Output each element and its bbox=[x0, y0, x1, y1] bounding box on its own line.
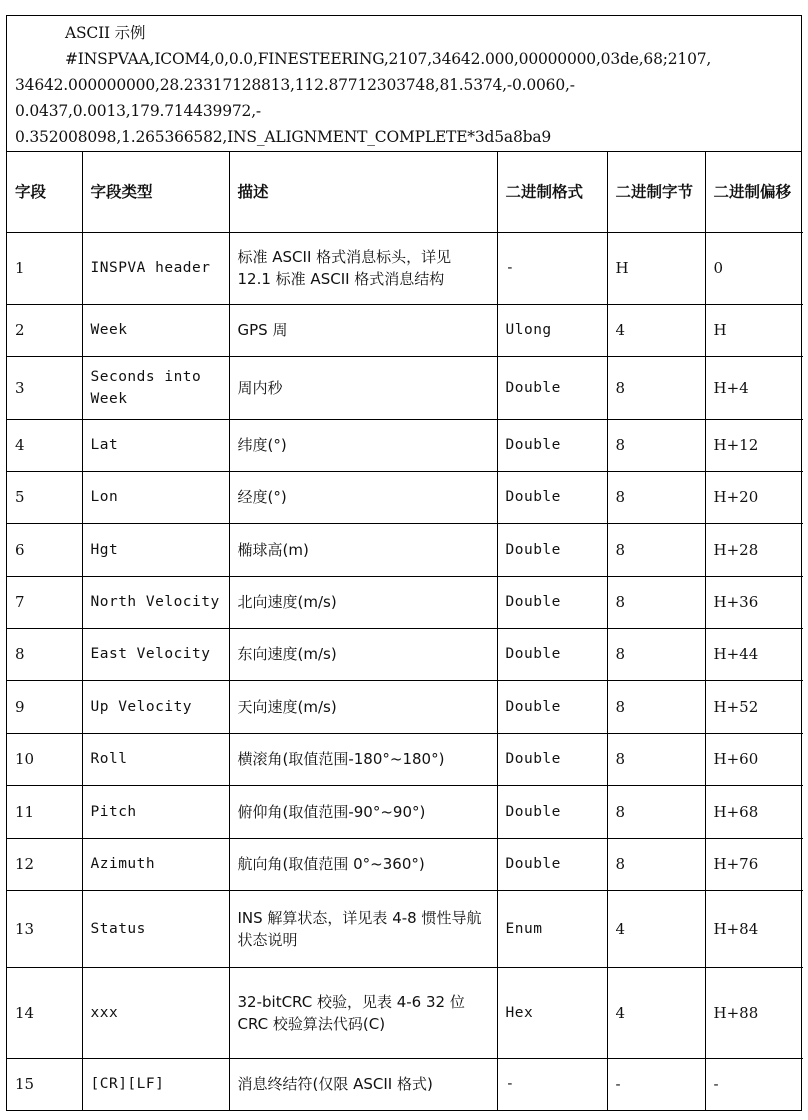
cell-binary-bytes: - bbox=[607, 1058, 705, 1110]
cell-binary-offset: H+44 bbox=[705, 628, 803, 680]
cell-description: 经度(°) bbox=[229, 471, 497, 523]
header-binary-offset: 二进制偏移 bbox=[705, 152, 803, 232]
table-row bbox=[7, 838, 803, 890]
cell-description: 横滚角(取值范围-180°~180°) bbox=[229, 733, 497, 785]
cell-field-type: Lon bbox=[82, 471, 229, 523]
cell-description: 32-bitCRC 校验，见表 4-6 32 位 CRC 校验算法代码(C) bbox=[229, 967, 497, 1058]
cell-field-type: Lat bbox=[82, 419, 229, 471]
cell-binary-bytes: 8 bbox=[607, 523, 705, 576]
cell-binary-bytes: 8 bbox=[607, 628, 705, 680]
cell-binary-bytes: 8 bbox=[607, 471, 705, 523]
table-row bbox=[7, 785, 803, 838]
table-row bbox=[7, 304, 803, 356]
cell-field-type: Seconds into Week bbox=[82, 356, 229, 419]
cell-binary-bytes: 8 bbox=[607, 680, 705, 733]
cell-field: 1 bbox=[7, 232, 82, 304]
cell-field-type: Roll bbox=[82, 733, 229, 785]
cell-description: 东向速度(m/s) bbox=[229, 628, 497, 680]
table-row bbox=[7, 232, 803, 304]
cell-field: 15 bbox=[7, 1058, 82, 1110]
table-row bbox=[7, 1058, 803, 1110]
cell-binary-bytes: 8 bbox=[607, 576, 705, 628]
cell-field: 12 bbox=[7, 838, 82, 890]
table-row bbox=[7, 967, 803, 1058]
header-field: 字段 bbox=[7, 152, 82, 232]
cell-description: 周内秒 bbox=[229, 356, 497, 419]
table-row bbox=[7, 356, 803, 419]
cell-binary-format: Double bbox=[497, 680, 607, 733]
cell-binary-offset: H+88 bbox=[705, 967, 803, 1058]
cell-binary-bytes: 8 bbox=[607, 419, 705, 471]
cell-field-type: Pitch bbox=[82, 785, 229, 838]
cell-field: 7 bbox=[7, 576, 82, 628]
cell-field: 11 bbox=[7, 785, 82, 838]
cell-binary-offset: H+20 bbox=[705, 471, 803, 523]
cell-binary-format: Double bbox=[497, 628, 607, 680]
cell-binary-offset: H+68 bbox=[705, 785, 803, 838]
cell-binary-format: Ulong bbox=[497, 304, 607, 356]
table-row bbox=[7, 890, 803, 967]
cell-field-type: Azimuth bbox=[82, 838, 229, 890]
header-field-type: 字段类型 bbox=[82, 152, 229, 232]
table-row bbox=[7, 471, 803, 523]
ascii-example-line-3: 0.0437,0.0013,179.714439972,- bbox=[15, 102, 261, 120]
cell-binary-format: Double bbox=[497, 733, 607, 785]
cell-binary-format: Hex bbox=[497, 967, 607, 1058]
cell-binary-format: Enum bbox=[497, 890, 607, 967]
cell-binary-offset: H+12 bbox=[705, 419, 803, 471]
cell-field-type: East Velocity bbox=[82, 628, 229, 680]
cell-field: 6 bbox=[7, 523, 82, 576]
cell-binary-offset: H+4 bbox=[705, 356, 803, 419]
cell-binary-offset: H+84 bbox=[705, 890, 803, 967]
cell-binary-format: - bbox=[497, 232, 607, 304]
ascii-example-block bbox=[7, 16, 801, 152]
cell-field-type: Hgt bbox=[82, 523, 229, 576]
cell-description: 航向角(取值范围 0°~360°) bbox=[229, 838, 497, 890]
ascii-example-title: ASCII 示例 bbox=[65, 24, 146, 42]
header-description: 描述 bbox=[229, 152, 497, 232]
cell-field: 13 bbox=[7, 890, 82, 967]
cell-binary-offset: H+60 bbox=[705, 733, 803, 785]
header-binary-format: 二进制格式 bbox=[497, 152, 607, 232]
cell-field-type: North Velocity bbox=[82, 576, 229, 628]
cell-description: 标准 ASCII 格式消息标头，详见 12.1 标准 ASCII 格式消息结构 bbox=[229, 232, 497, 304]
table-row bbox=[7, 419, 803, 471]
cell-description: GPS 周 bbox=[229, 304, 497, 356]
cell-field: 9 bbox=[7, 680, 82, 733]
table-row bbox=[7, 680, 803, 733]
cell-binary-offset: H bbox=[705, 304, 803, 356]
cell-binary-bytes: 8 bbox=[607, 785, 705, 838]
cell-binary-bytes: 4 bbox=[607, 304, 705, 356]
cell-field-type: INSPVA header bbox=[82, 232, 229, 304]
header-binary-bytes: 二进制字节 bbox=[607, 152, 705, 232]
cell-field: 3 bbox=[7, 356, 82, 419]
cell-description: 椭球高(m) bbox=[229, 523, 497, 576]
cell-binary-offset: H+76 bbox=[705, 838, 803, 890]
cell-binary-bytes: 8 bbox=[607, 838, 705, 890]
cell-binary-format: Double bbox=[497, 471, 607, 523]
cell-field: 10 bbox=[7, 733, 82, 785]
cell-binary-bytes: 4 bbox=[607, 890, 705, 967]
cell-description: 北向速度(m/s) bbox=[229, 576, 497, 628]
cell-field: 4 bbox=[7, 419, 82, 471]
cell-binary-format: Double bbox=[497, 356, 607, 419]
cell-binary-bytes: 8 bbox=[607, 733, 705, 785]
cell-description: 消息终结符(仅限 ASCII 格式) bbox=[229, 1058, 497, 1110]
cell-binary-offset: 0 bbox=[705, 232, 803, 304]
cell-field-type: Week bbox=[82, 304, 229, 356]
cell-binary-offset: H+36 bbox=[705, 576, 803, 628]
cell-binary-offset: - bbox=[705, 1058, 803, 1110]
cell-description: INS 解算状态，详见表 4-8 惯性导航状态说明 bbox=[229, 890, 497, 967]
cell-binary-format: Double bbox=[497, 576, 607, 628]
ascii-example-line-4: 0.352008098,1.265366582,INS_ALIGNMENT_COMPLETE*3d5a8ba9 bbox=[15, 128, 552, 146]
cell-field-type: xxx bbox=[82, 967, 229, 1058]
cell-binary-bytes: 4 bbox=[607, 967, 705, 1058]
ascii-example-line-2: 34642.000000000,28.23317128813,112.87712303748,81.5374,-0.0060,- bbox=[15, 76, 575, 94]
cell-field-type: [CR][LF] bbox=[82, 1058, 229, 1110]
inspva-field-table bbox=[7, 152, 803, 1110]
cell-field: 2 bbox=[7, 304, 82, 356]
table-row bbox=[7, 576, 803, 628]
table-row bbox=[7, 628, 803, 680]
cell-binary-bytes: 8 bbox=[607, 356, 705, 419]
cell-description: 俯仰角(取值范围-90°~90°) bbox=[229, 785, 497, 838]
cell-binary-format: Double bbox=[497, 785, 607, 838]
cell-field: 8 bbox=[7, 628, 82, 680]
cell-field: 14 bbox=[7, 967, 82, 1058]
cell-binary-offset: H+28 bbox=[705, 523, 803, 576]
inspva-document bbox=[6, 15, 802, 1111]
table-header-row bbox=[7, 152, 803, 232]
table-row bbox=[7, 733, 803, 785]
cell-binary-format: - bbox=[497, 1058, 607, 1110]
ascii-example-line-1: #INSPVAA,ICOM4,0,0.0,FINESTEERING,2107,34642.000,00000000,03de,68;2107, bbox=[65, 50, 712, 68]
cell-field-type: Up Velocity bbox=[82, 680, 229, 733]
cell-binary-format: Double bbox=[497, 419, 607, 471]
cell-binary-offset: H+52 bbox=[705, 680, 803, 733]
table-row bbox=[7, 523, 803, 576]
cell-field: 5 bbox=[7, 471, 82, 523]
cell-field-type: Status bbox=[82, 890, 229, 967]
cell-binary-format: Double bbox=[497, 838, 607, 890]
cell-binary-bytes: H bbox=[607, 232, 705, 304]
cell-description: 天向速度(m/s) bbox=[229, 680, 497, 733]
cell-binary-format: Double bbox=[497, 523, 607, 576]
cell-description: 纬度(°) bbox=[229, 419, 497, 471]
